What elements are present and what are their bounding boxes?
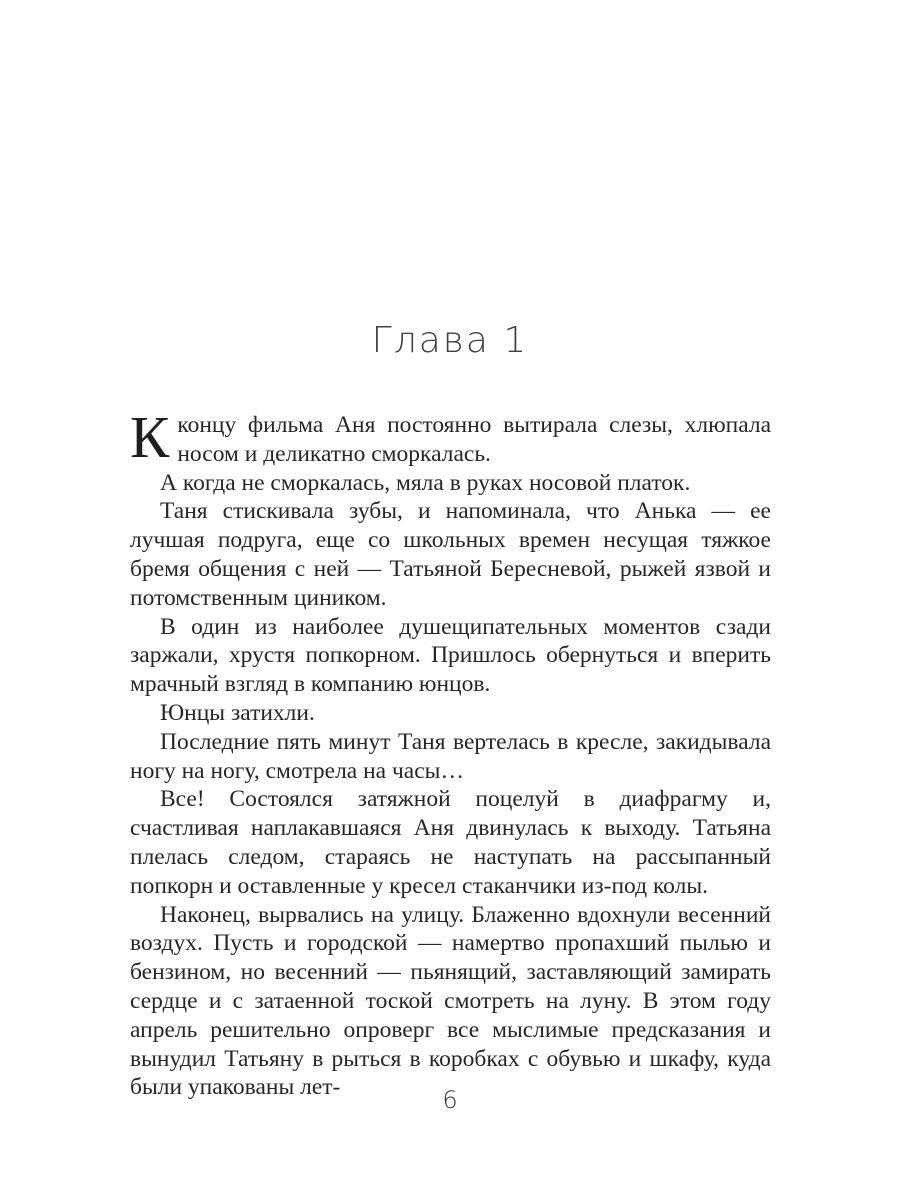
paragraph-2: А когда не сморкалась, мяла в руках носовой платок. <box>160 469 691 496</box>
paragraph-8: Наконец, вырвались на улицу. Блаженно вдохнули весенний воздух. Пусть и городской — намертво пропахший пылью и бензином, но весенний — пьянящий, заставляющий замирать сердце и с затаенной тоской смотреть на луну. В этом году апрель решительно опроверг все мыслимые предсказания и вынудил Татьяну в рыться в коробках с обувью и шкафу, куда были упакованы лет- <box>130 901 771 1101</box>
paragraph-7: Все! Состоялся затяжной поцелуй в диафрагму и, счастливая наплакавшаяся Аня двинулась к выходу. Татьяна плелась следом, стараясь не наступать на рассыпанный попкорн и оставленные у кресел стаканчики из-под колы. <box>130 786 771 899</box>
paragraph-4: В один из наиболее душещипательных моментов сзади заржали, хрустя попкорном. Пришлось обернуться и вперить мрачный взгляд в компанию юнцов. <box>130 613 771 698</box>
page-number: 6 <box>442 1086 458 1114</box>
paragraph-6: Последние пять минут Таня вертелась в кресле, закидывала ногу на ногу, смотрела на часы… <box>130 728 771 784</box>
paragraph-1 <box>130 404 771 470</box>
paragraph-1-text: концу фильма Аня постоянно вытирала слезы, хлюпала носом и деликатно сморкалась. <box>177 412 771 467</box>
chapter-title: Глава 1 <box>371 320 529 361</box>
drop-cap: К <box>130 404 170 470</box>
paragraph-5: Юнцы затихли. <box>160 699 315 726</box>
text-block <box>130 404 771 1102</box>
paragraph-3: Таня стискивала зубы, и напоминала, что Анька — ее лучшая подруга, еще со школьных времен несущая тяжкое бремя общения с ней — Татьяной Бересневой, рыжей язвой и потомственным циником. <box>130 498 771 611</box>
